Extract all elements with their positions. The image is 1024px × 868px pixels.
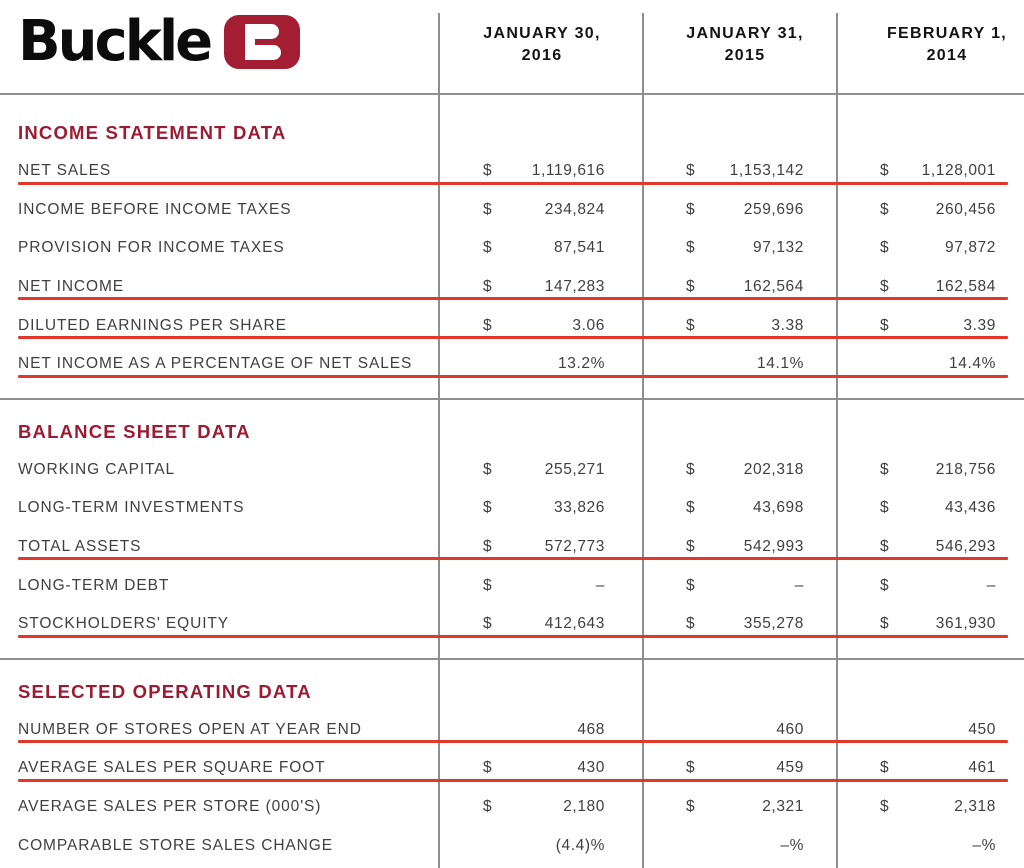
cell-value: 1,128,001 (921, 162, 996, 180)
cell-value: 2,180 (563, 798, 605, 816)
value-cell (836, 162, 1024, 180)
cell-value: –% (972, 836, 996, 854)
cell-value: –% (780, 836, 804, 854)
cell-value: 255,271 (544, 460, 605, 478)
red-underline (18, 635, 1008, 638)
column-header-line1: JANUARY 30, (483, 25, 601, 42)
cell-value: 87,541 (553, 239, 605, 257)
cell-value: 572,773 (544, 538, 605, 556)
dollar-sign: $ (686, 499, 696, 517)
cell-value: 97,132 (752, 239, 804, 257)
dollar-sign: $ (483, 278, 493, 296)
row-label: WORKING CAPITAL (18, 460, 176, 478)
column-header-line1: FEBRUARY 1, (886, 25, 1008, 42)
table-row (0, 229, 1024, 268)
dollar-sign: $ (483, 162, 493, 180)
table-row (0, 152, 1024, 191)
red-underline (18, 740, 1008, 743)
cell-value: 2,321 (762, 798, 804, 816)
cell-value: 260,456 (935, 200, 996, 218)
cell-value: 1,153,142 (729, 162, 804, 180)
cell-value: 33,826 (553, 499, 605, 517)
row-label: AVERAGE SALES PER STORE (000'S) (18, 798, 322, 816)
cell-value: 202,318 (743, 460, 804, 478)
row-label: NUMBER OF STORES OPEN AT YEAR END (18, 720, 362, 738)
dollar-sign: $ (880, 200, 890, 218)
buckle-wordmark: Buckle (18, 9, 211, 74)
table-row (0, 345, 1024, 384)
table-header (0, 0, 1024, 95)
value-cell (836, 721, 1024, 739)
row-label: NET SALES (18, 162, 112, 180)
cell-value: 147,283 (544, 278, 605, 296)
value-cell (836, 461, 1024, 479)
value-cell (438, 577, 642, 595)
cell-value: 14.4% (949, 355, 996, 373)
dollar-sign: $ (880, 538, 890, 556)
table-row (0, 451, 1024, 490)
cell-value: – (986, 576, 996, 594)
table-row (0, 749, 1024, 788)
dollar-sign: $ (686, 798, 696, 816)
row-label: PROVISION FOR INCOME TAXES (18, 239, 285, 257)
cell-value: 361,930 (935, 615, 996, 633)
section-heading: INCOME STATEMENT DATA (18, 122, 287, 143)
row-label: COMPARABLE STORE SALES CHANGE (18, 836, 333, 854)
value-cell (438, 162, 642, 180)
value-cell (438, 798, 642, 816)
value-cell (836, 201, 1024, 219)
value-cell (438, 461, 642, 479)
value-cell (836, 615, 1024, 633)
cell-value: 3.39 (963, 316, 996, 334)
dollar-sign: $ (483, 200, 493, 218)
value-cell (642, 759, 836, 777)
cell-value: 43,436 (944, 499, 996, 517)
value-cell (642, 798, 836, 816)
section-heading: BALANCE SHEET DATA (18, 420, 251, 442)
cell-value: 3.38 (771, 316, 804, 334)
dollar-sign: $ (686, 239, 696, 257)
value-cell (642, 461, 836, 479)
dollar-sign: $ (880, 460, 890, 478)
dollar-sign: $ (686, 278, 696, 296)
red-underline (18, 557, 1008, 560)
cell-value: 234,824 (544, 200, 605, 218)
red-underline (18, 297, 1008, 300)
cell-value: 2,318 (954, 798, 996, 816)
row-label: TOTAL ASSETS (18, 538, 142, 556)
dollar-sign: $ (880, 316, 890, 334)
dollar-sign: $ (483, 798, 493, 816)
dollar-sign: $ (483, 576, 493, 594)
table-row (0, 826, 1024, 865)
cell-value: 162,584 (935, 278, 996, 296)
section-heading: SELECTED OPERATING DATA (18, 680, 312, 702)
cell-value: 430 (577, 759, 605, 777)
value-cell (836, 538, 1024, 556)
section-rows (0, 451, 1024, 644)
red-underline (18, 336, 1008, 339)
section-divider (0, 398, 1024, 400)
dollar-sign: $ (686, 316, 696, 334)
column-header-line1: JANUARY 31, (686, 25, 804, 42)
value-cell (438, 721, 642, 739)
cell-value: 355,278 (743, 615, 804, 633)
value-cell (642, 837, 836, 855)
row-label: LONG-TERM DEBT (18, 576, 170, 594)
column-header-2016 (483, 23, 600, 67)
value-cell (642, 499, 836, 517)
cell-value: 542,993 (743, 538, 804, 556)
value-cell (438, 355, 642, 373)
value-cell (438, 759, 642, 777)
row-label: NET INCOME (18, 278, 125, 296)
dollar-sign: $ (880, 499, 890, 517)
row-label: LONG-TERM INVESTMENTS (18, 499, 245, 517)
cell-value: 412,643 (544, 615, 605, 633)
value-cell (836, 317, 1024, 335)
cell-value: 461 (968, 759, 996, 777)
value-cell (642, 278, 836, 296)
value-cell (438, 317, 642, 335)
dollar-sign: $ (686, 200, 696, 218)
dollar-sign: $ (483, 615, 493, 633)
value-cell (836, 759, 1024, 777)
table-row (0, 605, 1024, 644)
cell-value: 259,696 (743, 200, 804, 218)
table-row (0, 306, 1024, 345)
value-cell (642, 162, 836, 180)
table-row (0, 268, 1024, 307)
value-cell (438, 615, 642, 633)
row-label: AVERAGE SALES PER SQUARE FOOT (18, 759, 326, 777)
cell-value: 13.2% (558, 355, 605, 373)
red-underline (18, 182, 1008, 185)
cell-value: (4.4)% (555, 836, 605, 854)
value-cell (642, 615, 836, 633)
dollar-sign: $ (686, 576, 696, 594)
cell-value: – (794, 576, 804, 594)
cell-value: 43,698 (752, 499, 804, 517)
dollar-sign: $ (880, 162, 890, 180)
table-row (0, 489, 1024, 528)
dollar-sign: $ (880, 759, 890, 777)
table-body (0, 119, 1024, 865)
red-underline (18, 375, 1008, 378)
red-underline (18, 779, 1008, 782)
table-row (0, 788, 1024, 827)
table-row (0, 566, 1024, 605)
cell-value: 460 (776, 720, 804, 738)
dollar-sign: $ (483, 538, 493, 556)
value-cell (836, 577, 1024, 595)
dollar-sign: $ (483, 460, 493, 478)
dollar-sign: $ (686, 538, 696, 556)
column-header-2015 (686, 23, 803, 67)
value-cell (642, 201, 836, 219)
row-label: STOCKHOLDERS' EQUITY (18, 615, 230, 633)
section-balance-sheet-data (0, 418, 1024, 644)
cell-value: 14.1% (757, 355, 804, 373)
cell-value: 3.06 (572, 316, 605, 334)
value-cell (642, 577, 836, 595)
cell-value: 450 (968, 720, 996, 738)
cell-value: 1,119,616 (531, 162, 605, 180)
value-cell (642, 317, 836, 335)
row-label: INCOME BEFORE INCOME TAXES (18, 200, 292, 218)
cell-value: 459 (776, 759, 804, 777)
table-row (0, 528, 1024, 567)
dollar-sign: $ (686, 460, 696, 478)
value-cell (438, 837, 642, 855)
dollar-sign: $ (880, 278, 890, 296)
section-divider (0, 658, 1024, 660)
cell-value: 468 (577, 720, 605, 738)
table-row (0, 191, 1024, 230)
column-header-line2: 2016 (521, 47, 563, 64)
dollar-sign: $ (483, 499, 493, 517)
value-cell (642, 355, 836, 373)
value-cell (642, 239, 836, 257)
buckle-logo (18, 9, 300, 74)
section-rows (0, 152, 1024, 384)
section-rows (0, 711, 1024, 865)
row-label: DILUTED EARNINGS PER SHARE (18, 316, 287, 334)
value-cell (438, 499, 642, 517)
value-cell (836, 499, 1024, 517)
dollar-sign: $ (686, 615, 696, 633)
section-selected-operating-data (0, 678, 1024, 865)
column-header-2014 (887, 23, 1007, 67)
dollar-sign: $ (483, 239, 493, 257)
cell-value: 546,293 (935, 538, 996, 556)
value-cell (642, 538, 836, 556)
value-cell (438, 201, 642, 219)
buckle-b-logo-icon (224, 15, 300, 69)
value-cell (438, 239, 642, 257)
dollar-sign: $ (686, 162, 696, 180)
value-cell (836, 837, 1024, 855)
value-cell (836, 798, 1024, 816)
value-cell (642, 721, 836, 739)
cell-value: 162,564 (743, 278, 804, 296)
dollar-sign: $ (880, 576, 890, 594)
value-cell (836, 355, 1024, 373)
dollar-sign: $ (880, 798, 890, 816)
dollar-sign: $ (880, 615, 890, 633)
dollar-sign: $ (880, 239, 890, 257)
value-cell (836, 278, 1024, 296)
cell-value: 218,756 (935, 460, 996, 478)
cell-value: – (595, 576, 605, 594)
value-cell (438, 278, 642, 296)
column-header-line2: 2014 (926, 47, 968, 64)
column-header-line2: 2015 (724, 47, 766, 64)
cell-value: 97,872 (944, 239, 996, 257)
dollar-sign: $ (483, 759, 493, 777)
section-income-statement-data (0, 119, 1024, 384)
row-label: NET INCOME AS A PERCENTAGE OF NET SALES (18, 355, 413, 373)
table-row (0, 711, 1024, 750)
dollar-sign: $ (686, 759, 696, 777)
value-cell (438, 538, 642, 556)
dollar-sign: $ (483, 316, 493, 334)
value-cell (836, 239, 1024, 257)
